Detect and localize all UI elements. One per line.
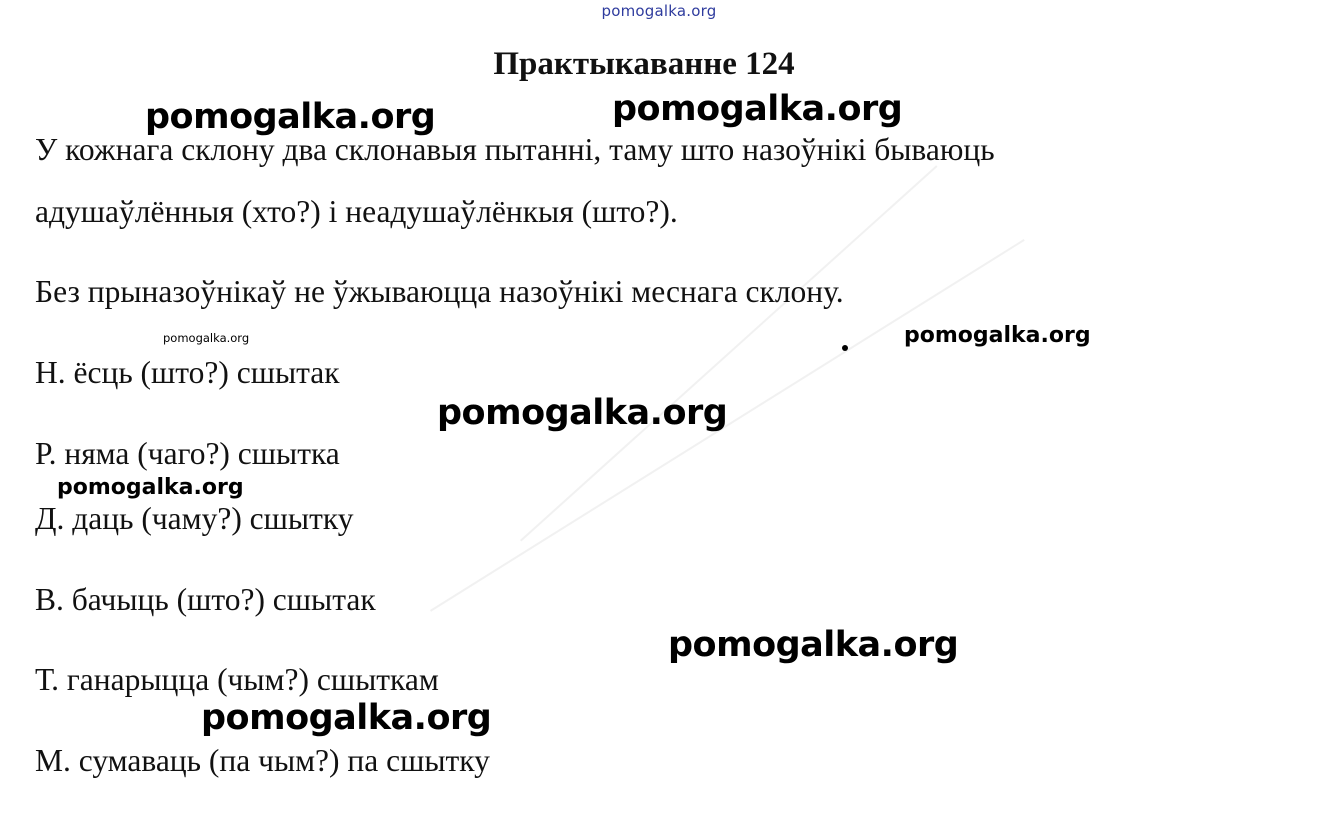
paragraph-line: У кожнага склону два склонавыя пытанні, таму што назоўнікі бываюць: [35, 132, 995, 167]
case-line-locative: М. сумаваць (па чым?) па сшытку: [35, 743, 490, 778]
case-line-dative: Д. даць (чаму?) сшытку: [35, 501, 354, 536]
case-line-nominative: Н. ёсць (што?) сшытак: [35, 355, 340, 390]
page-title: Практыкаванне 124: [493, 46, 795, 82]
watermark: pomogalka.org: [201, 698, 492, 738]
site-link[interactable]: pomogalka.org: [601, 2, 717, 20]
case-line-genitive: Р. няма (чаго?) сшытка: [35, 436, 340, 471]
watermark: pomogalka.org: [904, 323, 1091, 348]
case-line-instrumental: Т. ганарыцца (чым?) сшыткам: [35, 662, 439, 697]
watermark: pomogalka.org: [163, 331, 250, 345]
watermark: pomogalka.org: [437, 393, 728, 433]
watermark: pomogalka.org: [57, 475, 244, 500]
watermark: pomogalka.org: [612, 89, 903, 129]
watermark: pomogalka.org: [145, 97, 436, 137]
paragraph-line: адушаўлённыя (хто?) і неадушаўлёнкыя (што?).: [35, 194, 678, 229]
watermark: pomogalka.org: [668, 625, 959, 665]
case-line-accusative: В. бачыць (што?) сшытак: [35, 582, 376, 617]
dot-mark: [842, 345, 848, 351]
paragraph-line: Без прыназоўнікаў не ўжываюцца назоўнікі меснага склону.: [35, 274, 844, 309]
